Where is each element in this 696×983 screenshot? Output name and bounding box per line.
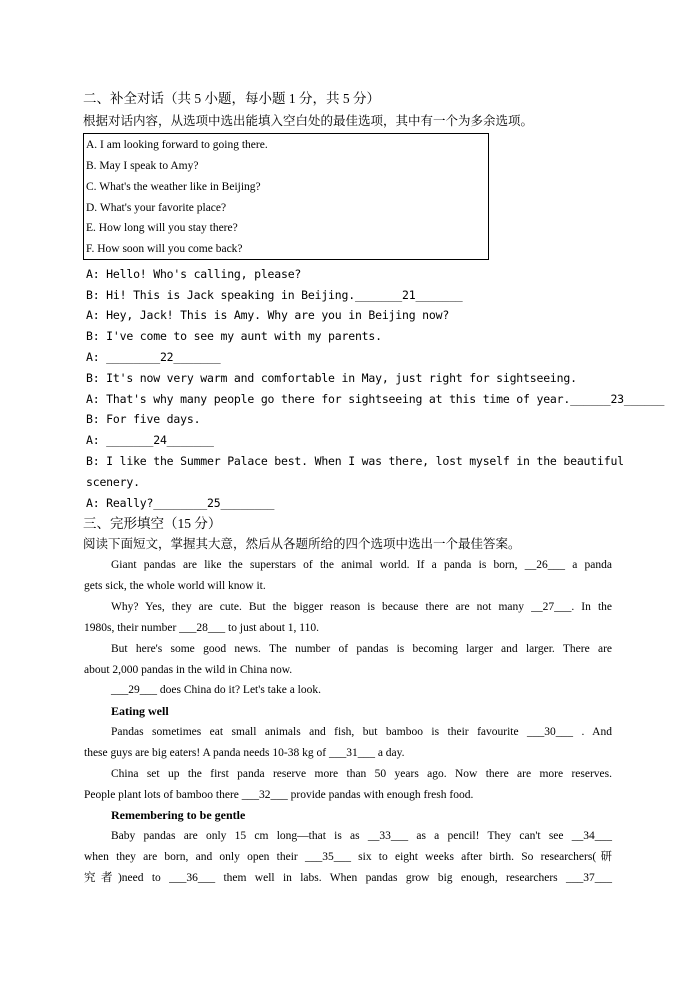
dialogue-line: scenery. [86, 475, 140, 489]
passage-line: Baby pandas are only 15 cm long—that is as __33___ as a pencil! They can't see __34___ [111, 830, 612, 842]
dialogue-line: B: For five days. [86, 412, 201, 426]
passage-line: these guys are big eaters! A panda needs 10-38 kg of ___31___ a day. [84, 747, 405, 759]
passage-line: gets sick, the whole world will know it. [84, 580, 266, 592]
dialogue-line: A: Really?________25________ [86, 496, 275, 510]
option-f: F. How soon will you come back? [86, 243, 243, 255]
passage-line: Giant pandas are like the superstars of the animal world. If a panda is born, __26___ a panda [111, 559, 612, 571]
dialogue-line: A: ________22_______ [86, 350, 221, 364]
section2-instruction: 根据对话内容，从选项中选出能填入空白处的最佳选项，其中有一个为多余选项。 [83, 114, 534, 128]
option-a: A. I am looking forward to going there. [86, 139, 268, 151]
passage-line: ___29___ does China do it? Let's take a look. [111, 684, 321, 696]
dialogue-line: B: It's now very warm and comfortable in May, just right for sightseeing. [86, 371, 577, 385]
passage-line: Why? Yes, they are cute. But the bigger reason is because there are not many __27___. In the [111, 601, 612, 613]
dialogue-line: B: Hi! This is Jack speaking in Beijing._______21_______ [86, 288, 463, 302]
passage-line: 究者)need to ___36___ them well in labs. When pandas grow big enough, researchers ___37___ [84, 872, 612, 884]
passage-line: when they are born, and only open their ___35___ six to eight weeks after birth. So researchers(研 [84, 851, 612, 863]
subheading-remembering-to-be-gentle: Remembering to be gentle [111, 808, 246, 822]
passage-line: But here's some good news. The number of pandas is becoming larger and larger. There are [111, 643, 612, 655]
option-e: E. How long will you stay there? [86, 222, 238, 234]
dialogue-line: B: I like the Summer Palace best. When I was there, lost myself in the beautiful [86, 454, 624, 468]
option-d: D. What's your favorite place? [86, 202, 227, 214]
section2-title: 二、补全对话（共 5 小题，每小题 1 分，共 5 分） [83, 91, 380, 106]
dialogue-line: A: Hey, Jack! This is Amy. Why are you in Beijing now? [86, 308, 450, 322]
dialogue-line: A: Hello! Who's calling, please? [86, 267, 302, 281]
dialogue-line: A: _______24_______ [86, 433, 214, 447]
section3-title: 三、完形填空（15 分） [83, 516, 222, 531]
passage-line: about 2,000 pandas in the wild in China now. [84, 664, 293, 676]
option-c: C. What's the weather like in Beijing? [86, 181, 261, 193]
passage-line: People plant lots of bamboo there ___32___ provide pandas with enough fresh food. [84, 789, 474, 801]
section3-instruction: 阅读下面短文，掌握其大意，然后从各题所给的四个选项中选出一个最佳答案。 [83, 537, 521, 551]
passage-line: Pandas sometimes eat small animals and fish, but bamboo is their favourite ___30___ . And [111, 726, 612, 738]
dialogue-line: A: That's why many people go there for sightseeing at this time of year.______23______ [86, 392, 665, 406]
passage-line: 1980s, their number ___28___ to just about 1, 110. [84, 622, 319, 634]
subheading-eating-well: Eating well [111, 704, 169, 718]
option-b: B. May I speak to Amy? [86, 160, 199, 172]
passage-line: China set up the first panda reserve more than 50 years ago. Now there are more reserves. [111, 768, 612, 780]
dialogue-line: B: I've come to see my aunt with my parents. [86, 329, 382, 343]
